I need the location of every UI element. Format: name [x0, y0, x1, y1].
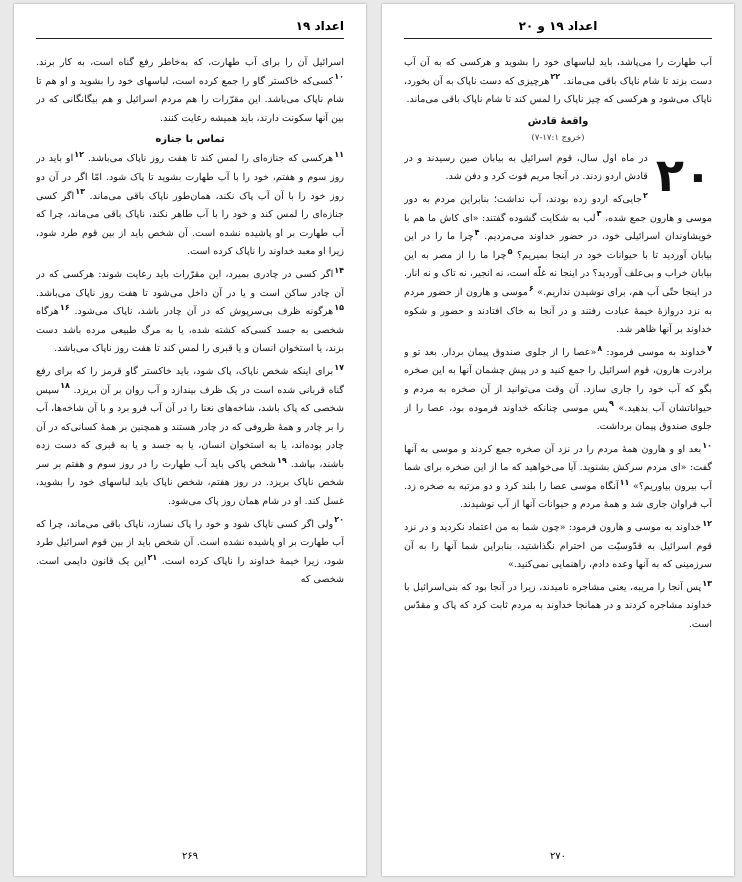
verse-number: ۴ — [474, 227, 480, 237]
page-number: ۲۷۰ — [549, 851, 567, 862]
paragraph — [36, 54, 344, 128]
section-heading: تماس با جنازه — [155, 134, 225, 146]
verse-text: بعد او و هارون همهٔ مردم را در نزد آن صخره جمع کردند و موسی به آنها گفت: «ای مردم سرکش بشنوید. آیا می‌خواهید که ما از این صخره برای شما آب بیرون بیاوریم؟» — [404, 443, 712, 492]
verse-number: ۲۱ — [147, 552, 158, 562]
verse-number: ۲۲ — [550, 72, 561, 82]
verse-number: ۱۲ — [74, 150, 84, 160]
paragraph — [404, 441, 712, 515]
verse-text: آب طهارت را می‌پاشد، باید لباسهای خود را بشوید و هرکسی که به آن آب دست بزند تا شام ناپاک باقی می‌ماند. — [404, 57, 712, 87]
paragraph — [404, 344, 712, 437]
verse-number: ۱۵ — [334, 302, 344, 312]
cross-reference: (خروج ۱۷:۱-۷) — [531, 132, 585, 143]
verse-number: ۷ — [707, 343, 712, 353]
verse-number: ۱۶ — [59, 302, 70, 312]
verse-text: هرگاه شخصی به جسد کسی‌که کشته شده، یا به مرگ طبیعی مرده باشد دست بزند، یا استخوان انسان و یا قبری را لمس کند تا هفت روز ناپاک می‌باشد. — [36, 306, 344, 355]
verse-text: هرکسی که جنازه‌ای را لمس کند تا هفت روز ناپاک می‌باشد. — [84, 153, 334, 165]
verse-text: در ماه اول سال، قوم اسرائیل به بیابان صین رسیدند و در قادش اردو زدند. در آنجا مریم فوت کرد و دفن شد. — [404, 152, 648, 183]
verse-text: چرا ما را در این بیابان آوردید تا با حیوانات خود در اینجا بمیریم؟ — [404, 231, 712, 261]
verse-number: ۱۰ — [334, 72, 344, 82]
verse-number: ۹ — [608, 399, 614, 409]
running-head-text: اعداد ۱۹ و ۲۰ — [518, 19, 598, 33]
verse-text: موسی و هارون از حضور مردم به نزد دروازهٔ خیمهٔ عبادت رفتند و در آنجا به خاک افتادند و حضور و شکوه خداوند بر آنها ظاهر شد. — [404, 286, 712, 336]
section-heading: واقعهٔ قادش — [527, 115, 589, 127]
page-body — [404, 54, 712, 836]
verse-text: «عصا را از جلوی صندوق پیمان بردار. بعد تو و برادرت هارون، قوم اسرائیل را جمع کنید و در پیش چشمان آنها به این صخره بگو که آب خود را جاری سازد. آن وقت می‌توانید از آن صخره به مردم و حیواناتشان آب بدهید.» — [404, 346, 712, 414]
running-head — [36, 14, 344, 39]
verse-text: سپس شخصی که پاک باشد، شاخه‌های نعنا را در آن آب فرو برد و با آن شاخه‌ها، آب را بر چادر و همهٔ ظروفی که در چادر هستند و همچنین بر همهٔ کسانی‌که در آن چادر بوده‌اند، یا به استخوان انسان، یا به جسد و یا به قبری که دست زده باشند، بپاشد. — [36, 384, 344, 470]
verse-text: لب به شکایت گشوده گفتند: «ای کاش ما هم با خویشاوندان اسرائیلی خود، در حضور خداوند می‌مردیم. — [404, 212, 712, 243]
verse-text: پس موسی چنانکه خداوند فرموده بود، عصا را از جلوی صندوق پیمان برداشت. — [404, 402, 712, 433]
paragraph — [36, 516, 344, 590]
verse-text: آنگاه موسی عصا را بلند کرد و دو مرتبه به صخره زد. آب فراوان جاری شد و همهٔ مردم و حیوانات آنها از آب نوشیدند. — [404, 480, 712, 511]
verse-number: ۱۱ — [334, 150, 344, 160]
verse-text: برای اینکه شخص ناپاک، پاک شود، باید خاکستر گاو قرمز را که برای رفع گناه قربانی شده است در یک ظرف بیندازد و آب روان بر آن بریزد. — [36, 365, 344, 396]
verse-number: ۶ — [528, 283, 534, 293]
verse-text: این یک قانون دایمی است. شخصی که — [36, 555, 344, 586]
verse-text: چرا ما را از مصر به این بیابان خراب و بی‌علف آوردید؟ در اینجا نه غلّه است، نه انجیر، نه تاک و نه انار. در اینجا حتّی آب هم، برای نوشیدن نداریم.» — [404, 249, 712, 298]
verse-number: ۱۷ — [334, 362, 344, 372]
running-head-text: اعداد ۱۹ — [295, 19, 344, 33]
page-right — [382, 4, 734, 876]
chapter-number: ۲۰ — [655, 147, 712, 202]
verse-text: اسرائیل آن را برای آب طهارت، که به‌خاطر رفع گناه است، به کار برند. — [36, 57, 344, 68]
verse-number: ۱۳ — [702, 578, 712, 588]
verse-number: ۲ — [642, 190, 648, 200]
verse-text: خداوند به موسی و هارون فرمود: «چون شما به من اعتماد نکردید و در نزد قوم اسرائیل به قدّوسیّت من احترام نگذاشتید، بنابراین شما آنها را به آن سرزمینی که به آنها وعده دادم، راهنمایی نمی‌کنید.» — [404, 522, 712, 571]
verse-number: ۲۰ — [334, 515, 344, 525]
page-left — [14, 4, 366, 876]
running-head — [404, 14, 712, 39]
verse-text: پس آنجا را مریبه، یعنی مشاجره نامیدند، زیرا در آنجا بود که بنی‌اسرائیل با خداوند مشاجره کردند و در همانجا خداوند به مردم ثابت کرد که پاک و مقدّس است. — [404, 581, 712, 631]
page-number: ۲۶۹ — [181, 851, 199, 862]
paragraph — [36, 266, 344, 359]
verse-number: ۱۴ — [334, 265, 344, 275]
paragraph — [404, 519, 712, 575]
verse-text: او باید در روز سوم و هفتم، خود را با آب طهارت بشوید تا پاک شود. امّا اگر در آن دو روز خود را با آن آب پاک نکند، همان‌طور ناپاک باقی می‌ماند. — [36, 153, 344, 202]
verse-text: خداوند به موسی فرمود: — [602, 346, 707, 358]
verse-number: ۱۸ — [60, 381, 70, 391]
verse-text: شخص پاکی باید آب طهارت را در روز سوم و هفتم بر سر شخص ناپاک بریزد. در روز هفتم، شخص ناپاک باید لباسهای خود را بشوید، غسل کند. او در شام همان روز پاک می‌شود. — [36, 458, 344, 508]
verse-number: ۳ — [596, 209, 602, 219]
verse-number: ۱۰ — [702, 440, 712, 450]
verse-text: هرگونه ظرف بی‌سرپوش که در آن چادر باشد، ناپاک می‌شود. — [69, 306, 334, 318]
verse-number: ۵ — [507, 246, 513, 256]
verse-text: اگر کسی در چادری بمیرد، این مقرّرات باید رعایت شوند: هرکسی که در آن چادر ساکن است و یا در آن داخل می‌شود تا هفت روز ناپاک می‌باشد. — [36, 268, 344, 299]
paragraph — [36, 150, 344, 262]
verse-number: ۱۳ — [75, 187, 85, 197]
verse-text: جایی‌که اردو زده بودند، آب نداشت؛ بنابراین مردم به دور موسی و هارون جمع شده، — [404, 193, 712, 224]
paragraph — [404, 54, 712, 110]
paragraph — [36, 363, 344, 512]
verse-text: ولی اگر کسی ناپاک شود و خود را پاک نسازد، ناپاک باقی می‌ماند، چرا که آب طهارت بر او پاشیده نشده است. آن شخص باید از بین قوم اسرائیل طرد شود، زیرا خیمهٔ خداوند را ناپاک کرده است. — [36, 518, 344, 567]
verse-number: ۱۹ — [276, 455, 287, 465]
verse-number: ۱۲ — [702, 518, 712, 528]
verse-number: ۱۱ — [619, 477, 630, 487]
verse-text: اگر کسی جنازه‌ای را لمس کند و خود را با آب طاهر نکند، ناپاک باقی می‌ماند، چرا که آب طهارت بر او پاشیده نشده است. آن شخص باید از بین قوم طرد شود، زیرا او معبد خداوند را ناپاک کرده است. — [36, 190, 344, 258]
verse-text: کسی‌که خاکستر گاو را جمع کرده است، لباسهای خود را بشوید و او هم تا شام ناپاک می‌باشد. این مقرّرات را هم مردم اسرائیل و هم بیگانگانی که در بین آنها سکونت دارند، باید همیشه رعایت کنند. — [36, 75, 344, 124]
verse-number: ۸ — [597, 343, 603, 353]
paragraph — [404, 191, 712, 340]
paragraph — [404, 579, 712, 635]
paragraph — [404, 147, 712, 202]
verse-text: هرچیزی که دست ناپاک به آن بخورد، ناپاک می‌شود و هرکسی که چیز ناپاک را لمس کند تا شام ناپاک باقی می‌ماند. — [404, 75, 712, 106]
page-body — [36, 54, 344, 836]
